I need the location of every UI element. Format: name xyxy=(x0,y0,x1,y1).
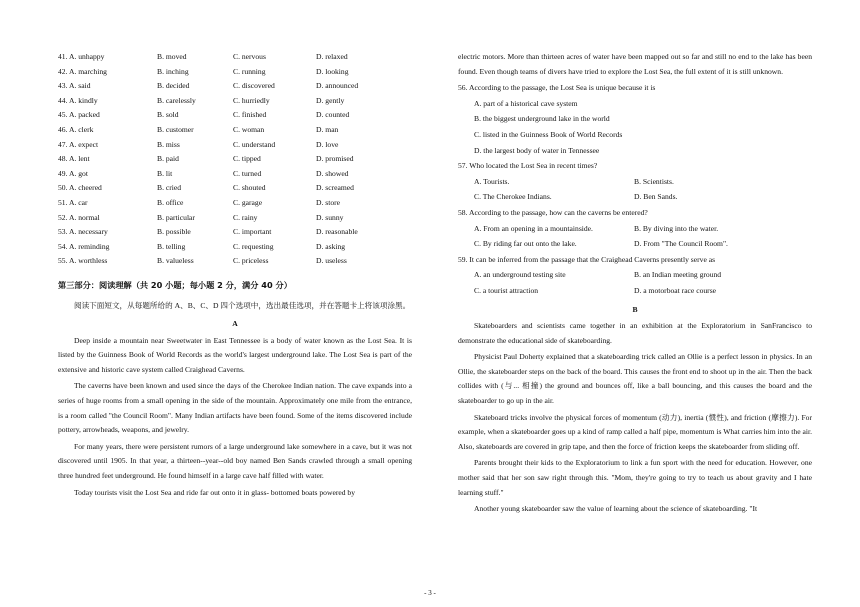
question-option-row xyxy=(458,190,812,205)
question-option: B. the biggest underground lake in the world xyxy=(474,114,610,124)
vocab-option: B. sold xyxy=(157,110,179,120)
vocab-option: D. announced xyxy=(316,81,359,91)
question-option: A. Tourists. xyxy=(474,176,510,186)
vocab-option: 52. A. normal xyxy=(58,212,100,222)
passage-a-paragraph: For many years, there were persistent rumors of a large underground lake somewhere in a cave, but it was not discovered until 1905. In that year, a thirteen--year--old boy named Ben Sands crawled through a small opening three hundred feet underground. He found himself in a large cave half filled with water. xyxy=(58,441,412,481)
vocab-row xyxy=(58,181,412,196)
vocab-options-table xyxy=(58,50,412,269)
vocab-option: D. relaxed xyxy=(316,52,348,61)
vocab-option: B. moved xyxy=(157,52,187,61)
question-option: C. By riding far out onto the lake. xyxy=(474,239,577,249)
question-option: C. The Cherokee Indians. xyxy=(474,192,552,202)
question-option: A. an underground testing site xyxy=(474,270,566,280)
passage-a-letter: A xyxy=(232,319,238,329)
vocab-row xyxy=(58,108,412,123)
vocab-option: C. woman xyxy=(233,124,265,134)
vocab-option: C. shouted xyxy=(233,183,266,193)
vocab-row xyxy=(58,94,412,109)
question-option: C. listed in the Guinness Book of World Records xyxy=(474,129,623,139)
vocab-row xyxy=(58,79,412,94)
vocab-option: C. nervous xyxy=(233,52,266,61)
vocab-row xyxy=(58,254,412,269)
vocab-option: C. understand xyxy=(233,139,276,149)
vocab-option: 50. A. cheered xyxy=(58,183,102,193)
vocab-row xyxy=(58,240,412,255)
question-stem: 56. According to the passage, the Lost Sea is unique because it is xyxy=(458,83,656,93)
question-option-row xyxy=(458,222,812,237)
vocab-option: B. decided xyxy=(157,81,190,91)
vocab-option: D. screamed xyxy=(316,183,354,193)
vocab-option: D. looking xyxy=(316,66,349,76)
right-column xyxy=(458,50,812,519)
vocab-option: C. important xyxy=(233,227,272,237)
vocab-option: B. miss xyxy=(157,139,180,149)
vocab-option: C. hurriedly xyxy=(233,95,270,105)
question-option: D. the largest body of water in Tennessee xyxy=(474,145,600,155)
question-option: B. Scientists. xyxy=(634,176,674,186)
vocab-option: D. gently xyxy=(316,95,345,105)
vocab-option: C. requesting xyxy=(233,241,274,251)
passage-b-paragraph: Parents brought their kids to the Exploratorium to link a fun sport with the need for education. However, one mother said that her son saw right through this. "Mom, they're going to try to teach us about gravity and I hate learning stuff." xyxy=(458,458,812,497)
vocab-option: C. rainy xyxy=(233,212,258,222)
question-stem: 58. According to the passage, how can the caverns be entered? xyxy=(458,207,648,217)
question-stem: 57. Who located the Lost Sea in recent times? xyxy=(458,161,598,171)
vocab-row xyxy=(58,50,412,65)
vocab-option: 53. A. necessary xyxy=(58,227,108,237)
vocab-option: B. carelessly xyxy=(157,95,196,105)
vocab-option: B. customer xyxy=(157,124,194,134)
vocab-row xyxy=(58,167,412,182)
vocab-option: D. love xyxy=(316,139,339,149)
vocab-row xyxy=(58,65,412,80)
section-title: 第三部分：阅读理解（共 20 小题；每小题 2 分，满分 40 分） xyxy=(58,279,292,290)
passage-a-paragraph: Deep inside a mountain near Sweetwater in East Tennessee is a body of water known as the Lost Sea. It is listed by the Guinness Book of World Records as the world's largest underground lake. The Lost Sea is part of the extensive and historic cave system called Craighead Caverns. xyxy=(58,335,412,374)
passage-b-paragraph: Skateboard tricks involve the physical forces of momentum (动力), inertia (惯性), and friction (摩擦力). For example, when a skateboarder goes up a kind of ramp called a half pipe, momentum is What carries him into the air. Also, skateboards are covered in grip tape, and then the force of friction keeps the skateboarder from sliding off. xyxy=(458,412,812,451)
passage-b-letter: B xyxy=(632,304,638,314)
vocab-option: B. lit xyxy=(157,168,173,178)
question-option: B. an Indian meeting ground xyxy=(634,270,722,280)
vocab-option: D. promised xyxy=(316,154,354,164)
vocab-option: 51. A. car xyxy=(58,197,88,207)
vocab-option: B. valueless xyxy=(157,256,194,266)
question-option: B. By diving into the water. xyxy=(634,223,719,233)
vocab-option: B. particular xyxy=(157,212,195,222)
vocab-option: 48. A. lent xyxy=(58,154,90,164)
vocab-option: 55. A. worthless xyxy=(58,256,108,266)
vocab-row xyxy=(58,196,412,211)
question-stem: 59. It can be inferred from the passage that the Craighead Caverns presently serve as xyxy=(458,254,716,264)
vocab-option: 47. A. expect xyxy=(58,139,99,149)
vocab-option: D. store xyxy=(316,197,341,207)
question-option: A. From an opening in a mountainside. xyxy=(474,223,593,233)
vocab-option: D. sunny xyxy=(316,212,344,222)
passage-a-paragraph: Today tourists visit the Lost Sea and ride far out onto it in glass- bottomed boats powered by xyxy=(74,487,356,497)
vocab-option: 44. A. kindly xyxy=(58,95,98,105)
vocab-option: 45. A. packed xyxy=(58,110,100,120)
vocab-option: C. turned xyxy=(233,168,262,178)
vocab-option: 49. A. got xyxy=(58,168,88,178)
vocab-row xyxy=(58,211,412,226)
instructions: 阅读下面短文，从每题所给的 A、B、C、D 四个选项中，选出最佳选项，并在答题卡上将该项涂黑。 xyxy=(74,300,411,310)
vocab-option: D. man xyxy=(316,124,339,134)
vocab-option: C. tipped xyxy=(233,154,261,164)
vocab-option: C. finished xyxy=(233,110,267,120)
page-number: - 3 - xyxy=(424,589,436,597)
question-option-row xyxy=(458,175,812,190)
question-option: D. Ben Sands. xyxy=(634,192,678,202)
passage-a-continuation: electric motors. More than thirteen acres of water have been mapped out so far and still no end to the lake has been found. Even though teams of divers have tried to explore the Lost Sea, the full extent of it is still unknown. xyxy=(458,52,812,76)
vocab-option: D. showed xyxy=(316,168,349,178)
vocab-row xyxy=(58,138,412,153)
question-option: C. a tourist attraction xyxy=(474,285,539,295)
question-option-row xyxy=(458,237,812,252)
question-option: D. a motorboat race course xyxy=(634,285,717,295)
question-option-row xyxy=(458,268,812,283)
vocab-option: B. office xyxy=(157,197,184,207)
vocab-option: 54. A. reminding xyxy=(58,241,110,251)
vocab-option: C. running xyxy=(233,66,266,76)
passage-b-paragraph: Skateboarders and scientists came together in an exhibition at the Exploratorium in SanFrancisco to demonstrate the educational side of skateboarding. xyxy=(458,321,812,345)
vocab-option: B. telling xyxy=(157,241,186,251)
vocab-option: 42. A. marching xyxy=(58,66,107,76)
vocab-option: C. discovered xyxy=(233,81,275,91)
passage-a-paragraph: The caverns have been known and used since the days of the Cherokee Indian nation. The cave expands into a series of huge rooms from a small opening in the side of the mountain. Approximately one mile from the entrance, is a room called "the Council Room". Many Indian artifacts have been found. Some of the items discovered include pottery, arrowheads, weapons, and jewelry. xyxy=(58,381,412,435)
vocab-option: D. useless xyxy=(316,256,347,266)
vocab-option: D. reasonable xyxy=(316,227,358,237)
question-list xyxy=(458,81,812,298)
vocab-option: 43. A. said xyxy=(58,81,91,91)
question-option: D. From "The Council Room". xyxy=(634,239,728,249)
left-column xyxy=(58,50,412,502)
vocab-option: B. paid xyxy=(157,154,179,164)
vocab-option: D. asking xyxy=(316,241,346,251)
vocab-option: 41. A. unhappy xyxy=(58,52,105,61)
vocab-option: B. possible xyxy=(157,227,191,237)
vocab-option: B. inching xyxy=(157,66,189,76)
vocab-option: C. priceless xyxy=(233,256,269,266)
question-option: A. part of a historical cave system xyxy=(474,98,578,108)
vocab-option: C. garage xyxy=(233,197,263,207)
question-option-row xyxy=(458,284,812,299)
vocab-row xyxy=(58,225,412,240)
passage-b-paragraph: Another young skateboarder saw the value of learning about the science of skateboarding. "It xyxy=(474,504,758,514)
vocab-row xyxy=(58,152,412,167)
passage-b-paragraph: Physicist Paul Doherty explained that a skateboarding trick called an Ollie is a perfect lesson in physics. In an Ollie, the skateboarder steps on the back of the board. This causes the front end to shoot up in the air. Then the back collides with (与... 相撞) the ground and bounces off, like a ball bouncing, and this causes the board and the skateboarder to go up in the air. xyxy=(458,352,812,406)
vocab-option: 46. A. clerk xyxy=(58,124,94,134)
vocab-row xyxy=(58,123,412,138)
vocab-option: D. counted xyxy=(316,110,350,120)
vocab-option: B. cried xyxy=(157,183,182,193)
